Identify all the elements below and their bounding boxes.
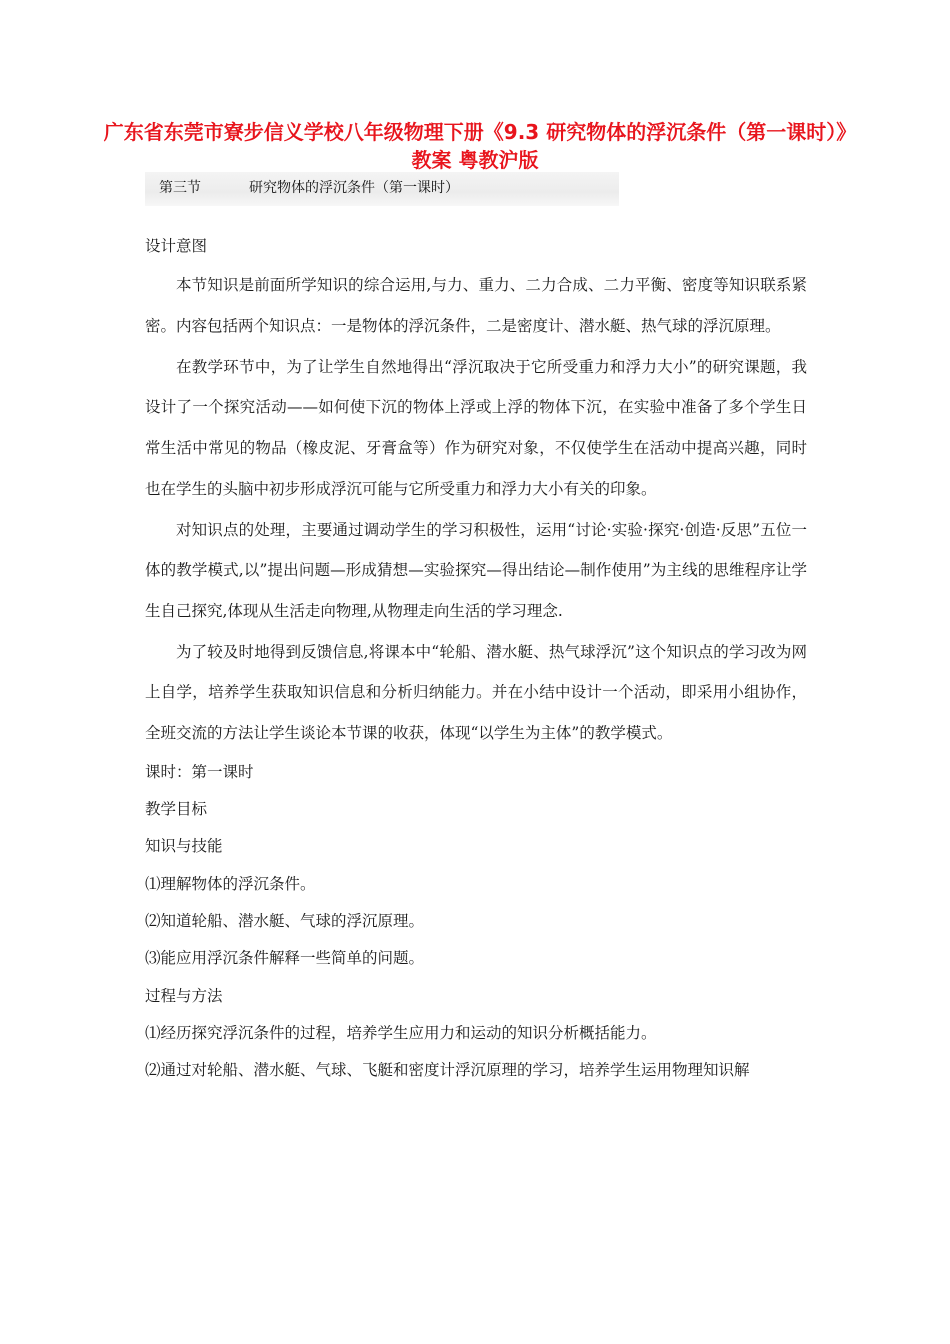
heading-knowledge-skills: 知识与技能 — [145, 837, 223, 856]
heading-process-methods: 过程与方法 — [145, 986, 223, 1005]
paragraph: 本节知识是前面所学知识的综合运用,与力、重力、二力合成、二力平衡、密度等知识联系紧密。内容包括两个知识点：一是物体的浮沉条件，二是密度计、潜水艇、热气球的浮沉原理。 — [145, 276, 807, 335]
document-title: 广东省东莞市寮步信义学校八年级物理下册《9.3 研究物体的浮沉条件（第一课时）》教案 粤教沪版 — [103, 120, 847, 172]
document-body — [145, 228, 807, 1089]
paragraph: 对知识点的处理，主要通过调动学生的学习积极性，运用“讨论·实验·探究·创造·反思”五位一体的教学模式,以”提出问题—形成猜想—实验探究—得出结论—制作使用”为主线的思维程序让学生自己探究,体现从生活走向物理,从物理走向生活的学习理念. — [145, 520, 807, 620]
paragraph: 为了较及时地得到反馈信息,将课本中“轮船、潜水艇、热气球浮沉”这个知识点的学习改为网上自学，培养学生获取知识信息和分析归纳能力。并在小结中设计一个活动，即采用小组协作，全班交流的方法让学生谈论本节课的收获，体现“以学生为主体”的教学模式。 — [145, 642, 807, 743]
knowledge-item: ⑵知道轮船、潜水艇、气球的浮沉原理。 — [145, 911, 425, 930]
knowledge-item: ⑴理解物体的浮沉条件。 — [145, 874, 316, 893]
heading-design-intent: 设计意图 — [145, 237, 208, 255]
lesson-time: 课时：第一课时 — [145, 762, 254, 781]
process-item: ⑵通过对轮船、潜水艇、气球、飞艇和密度计浮沉原理的学习，培养学生运用物理知识解 — [145, 1061, 750, 1080]
process-item: ⑴经历探究浮沉条件的过程，培养学生应用力和运动的知识分析概括能力。 — [145, 1023, 657, 1042]
section-name: 研究物体的浮沉条件（第一课时） — [249, 180, 459, 196]
section-number: 第三节 — [159, 180, 201, 196]
knowledge-item: ⑶能应用浮沉条件解释一些简单的问题。 — [145, 949, 425, 968]
heading-teaching-goals: 教学目标 — [145, 800, 208, 819]
section-banner — [145, 172, 619, 206]
paragraph: 在教学环节中，为了让学生自然地得出“浮沉取决于它所受重力和浮力大小”的研究课题，我设计了一个探究活动——如何使下沉的物体上浮或上浮的物体下沉，在实验中准备了多个学生日常生活中常见的物品（橡皮泥、牙膏盒等）作为研究对象，不仅使学生在活动中提高兴趣，同时也在学生的头脑中初步形成浮沉可能与它所受重力和浮力大小有关的印象。 — [145, 357, 807, 498]
